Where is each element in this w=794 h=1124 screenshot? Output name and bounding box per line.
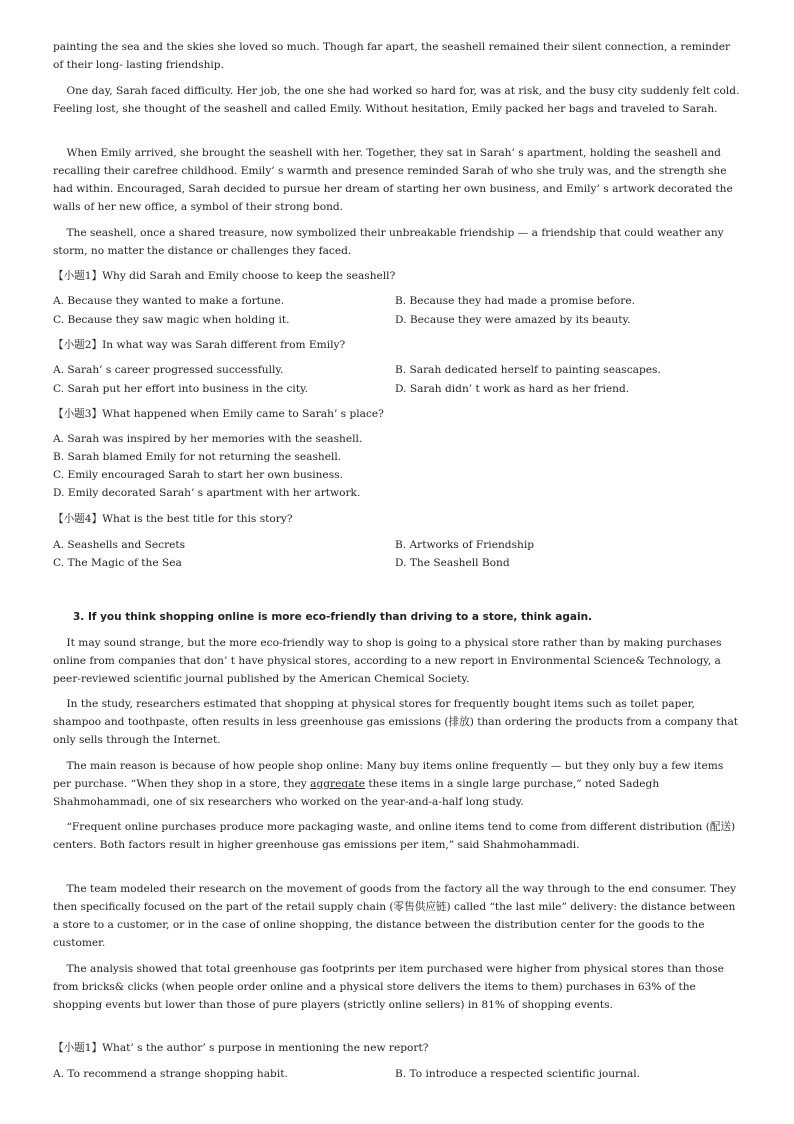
question-4-option-b[interactable]: B. Artworks of Friendship — [395, 539, 534, 551]
question-3-option-a[interactable]: A. Sarah was inspired by her memories with the seashell. — [53, 433, 363, 445]
question-1-option-c[interactable]: C. Because they saw magic when holding it. — [53, 314, 290, 326]
passage-3-title: 3. If you think shopping online is more eco-friendly than driving to a store, think again. — [73, 611, 593, 623]
passage-3-paragraph-6: The analysis showed that total greenhouse gas footprints per item purchased were higher from physical stores than those from bricks& clicks (when people order online and a physical store delivers the items to them) purchases in 63% of the shopping events but lower than those of pure players (strictly online sellers) in 81% of shopping events. — [53, 963, 728, 1011]
passage-3-paragraph-3 — [53, 757, 743, 811]
question-1-option-d[interactable]: D. Because they were amazed by its beauty. — [395, 314, 631, 326]
question-2-option-b[interactable]: B. Sarah dedicated herself to painting seascapes. — [395, 364, 661, 376]
passage-3-paragraph-3-lead: The main reason is because of how people shop online: Many buy items online frequently — but they only buy a few items per purchase. “When they shop in a store, they — [53, 760, 727, 790]
passage-3-question-1-option-a[interactable]: A. To recommend a strange shopping habit. — [53, 1068, 288, 1080]
story-paragraph-3: The seashell, once a shared treasure, now symbolized their unbreakable friendship — a friendship that could weather any storm, no matter the distance or challenges they faced. — [53, 227, 727, 257]
question-4-option-a[interactable]: A. Seashells and Secrets — [53, 539, 186, 551]
passage-3-paragraph-3-tail: these items in a single large purchase,” noted Sadegh Shahmohammadi, one of six researchers who worked on the year-and-a-half long study. — [53, 778, 663, 808]
question-1-option-b[interactable]: B. Because they had made a promise before. — [395, 295, 635, 307]
question-3-option-d[interactable]: D. Emily decorated Sarah’ s apartment with her artwork. — [53, 487, 361, 499]
passage-3-paragraph-1: It may sound strange, but the more eco-friendly way to shop is going to a physical store rather than by making purchases online from companies that don’ t have physical stores, according to a new report in Environmental Science& Technology, a peer-reviewed scientific journal published by the American Chemical Society. — [53, 637, 725, 685]
question-1-stem: 【小题1】Why did Sarah and Emily choose to keep the seashell? — [53, 270, 396, 282]
question-4-option-d[interactable]: D. The Seashell Bond — [395, 557, 510, 569]
story-paragraph-1: One day, Sarah faced difficulty. Her job, the one she had worked so hard for, was at risk, and the busy city suddenly felt cold. Feeling lost, she thought of the seashell and called Emily. Without hesitation, Emily packed her bags and traveled to Sarah. — [53, 85, 743, 115]
question-2-option-c[interactable]: C. Sarah put her effort into business in the city. — [53, 383, 309, 395]
question-1-option-a[interactable]: A. Because they wanted to make a fortune. — [53, 295, 285, 307]
underlined-word-aggregate: aggregate — [310, 778, 365, 790]
question-2-option-d[interactable]: D. Sarah didn’ t work as hard as her friend. — [395, 383, 630, 395]
question-3-option-b[interactable]: B. Sarah blamed Emily for not returning the seashell. — [53, 451, 342, 463]
question-3-stem: 【小题3】What happened when Emily came to Sarah’ s place? — [53, 408, 384, 420]
story-paragraph-2: When Emily arrived, she brought the seashell with her. Together, they sat in Sarah’ s apartment, holding the seashell and recalling their carefree childhood. Emily’ s warmth and presence reminded Sarah of who she truly was, and the strength she had within. Encouraged, Sarah decided to pursue her dream of starting her own business, and Emily’ s artwork decorated the walls of her new office, a symbol of their strong bond. — [53, 147, 737, 213]
passage-3-paragraph-4: “Frequent online purchases produce more packaging waste, and online items tend to come from different distribution (配送) centers. Both factors result in higher greenhouse gas emissions per item,” said Shahmohammadi. — [53, 821, 739, 851]
passage-3-question-1-stem: 【小题1】What’ s the author’ s purpose in mentioning the new report? — [53, 1042, 429, 1054]
question-4-option-c[interactable]: C. The Magic of the Sea — [53, 557, 182, 569]
question-2-option-a[interactable]: A. Sarah’ s career progressed successfully. — [53, 364, 284, 376]
passage-3-paragraph-5: The team modeled their research on the movement of goods from the factory all the way through to the end consumer. They then specifically focused on the part of the retail supply chain (零售供应链) called “the last mile” delivery: the distance between a store to a customer, or in the case of online shopping, the distance between the distribution center for the goods to the customer. — [53, 883, 740, 949]
question-4-stem: 【小题4】What is the best title for this story? — [53, 513, 293, 525]
question-3-option-c[interactable]: C. Emily encouraged Sarah to start her own business. — [53, 469, 343, 481]
passage-3-paragraph-2: In the study, researchers estimated that shopping at physical stores for frequently bought items such as toilet paper, shampoo and toothpaste, often results in less greenhouse gas emissions (排放) than ordering the products from a company that only sells through the Internet. — [53, 698, 742, 746]
story-paragraph-0: painting the sea and the skies she loved so much. Though far apart, the seashell remained their silent connection, a reminder of their long- lasting friendship. — [53, 41, 734, 71]
question-2-stem: 【小题2】In what way was Sarah different from Emily? — [53, 339, 346, 351]
passage-3-question-1-option-b[interactable]: B. To introduce a respected scientific journal. — [395, 1068, 641, 1080]
